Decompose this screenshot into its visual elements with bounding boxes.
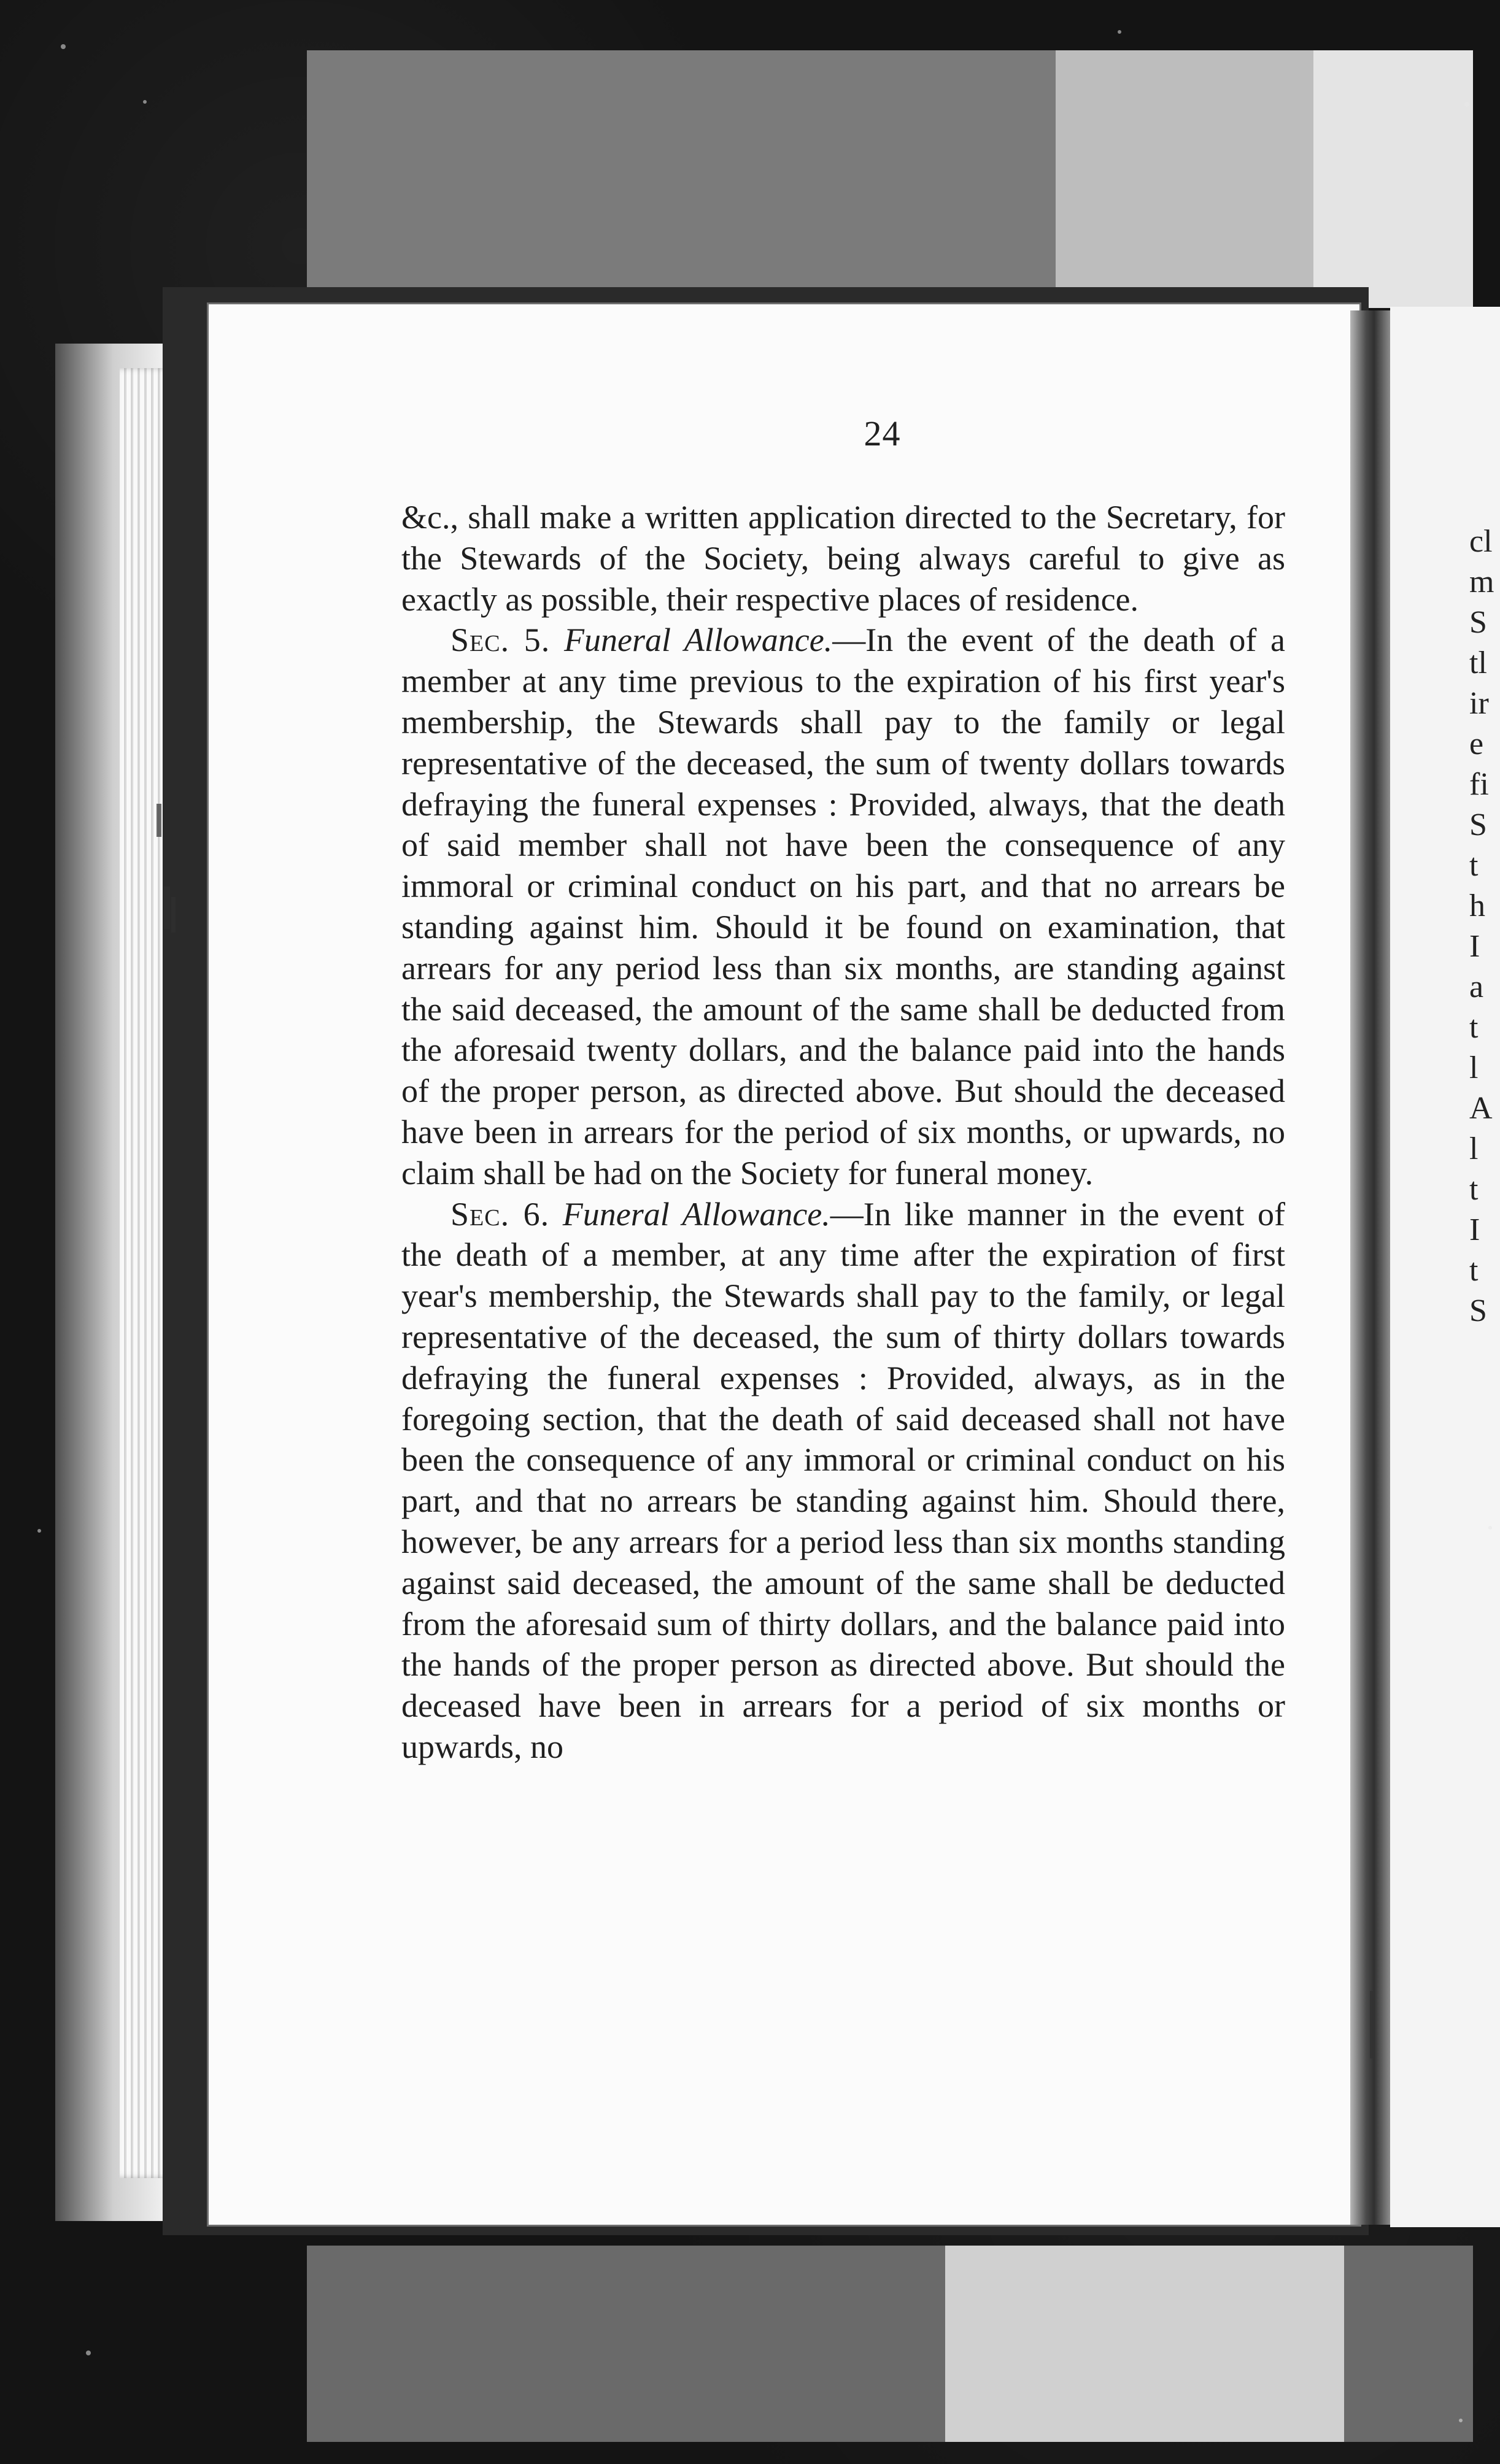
facing-fragment: l (1469, 1050, 1479, 1085)
facing-fragment: ir (1469, 686, 1489, 721)
facing-fragment: cl (1469, 524, 1493, 559)
facing-fragment: I (1469, 1212, 1480, 1247)
facing-fragment: t (1469, 1172, 1479, 1207)
section-number: Sec. 5. (450, 622, 551, 659)
page-body-text (401, 497, 1285, 1768)
book-spine (1350, 310, 1390, 2225)
facing-fragment: tl (1469, 645, 1487, 680)
backing-board-top-far (1313, 50, 1473, 308)
section-number: Sec. 6. (450, 1195, 550, 1233)
backing-board-bottom-light (945, 2246, 1344, 2442)
facing-fragment: S (1469, 605, 1487, 640)
section-heading: Funeral Allowance. (564, 622, 833, 659)
facing-fragment: t (1469, 1010, 1479, 1045)
facing-fragment: t (1469, 848, 1479, 883)
facing-fragment: S (1469, 807, 1487, 842)
facing-page-text-fragments (1469, 522, 1500, 1331)
facing-fragment: m (1469, 564, 1494, 599)
page-number: 24 (864, 414, 901, 453)
facing-fragment: a (1469, 969, 1484, 1004)
section-text: —In like manner in the event of the death of a member, at any time after the expiration of first year's membership, the Stewards shall pay to the family, or legal representative of the deceased, the sum of thirty dollars towards defraying the funeral expenses : Provided, always, as in the foregoing section, that the death of said deceased shall not have been the consequence of any immoral or criminal conduct on his part, and that no arrears be standing against him. Should there, however, be any arrears for a period less than six months standing against said deceased, the amount of the same shall be deducted from the aforesaid sum of thirty dollars, and the balance paid into the hands of the proper person as directed above. But should the deceased have been in arrears for a period of six months or upwards, no (401, 1195, 1285, 1765)
facing-fragment: h (1469, 888, 1485, 923)
paragraph-text: &c., shall make a written application directed to the Secretary, for the Stewards of the Society, being always careful to give as exactly as possible, their respective places of residence. (401, 499, 1285, 618)
section-heading: Funeral Allowance. (562, 1195, 830, 1233)
facing-fragment: t (1469, 1253, 1479, 1288)
facing-fragment: S (1469, 1293, 1487, 1328)
section-6-paragraph (401, 1194, 1285, 1768)
section-text: —In the event of the death of a member at any time previous to the expiration of his first year's membership, the Stewards shall pay to the family or legal representative of the deceased, the sum of twenty dollars towards defraying the funeral expenses : Provided, always, that the death of said member shall not have been the consequence of any immoral or criminal conduct on his part, and that no arrears be standing against him. Should it be found on examination, that arrears for any period less than six months, are standing against the said deceased, the amount of the same shall be deducted from the aforesaid twenty dollars, and the balance paid into the hands of the proper person, as directed above. But should the deceased have been in arrears for the period of six months, or upwards, no claim shall be had on the Society for funeral money. (401, 622, 1286, 1192)
paragraph-continuation (401, 497, 1285, 620)
facing-fragment: I (1469, 929, 1480, 964)
facing-fragment: e (1469, 726, 1484, 761)
facing-fragment: fi (1469, 767, 1489, 802)
backing-board-top (307, 50, 1056, 290)
facing-fragment: l (1469, 1131, 1479, 1166)
facing-fragment: A (1469, 1091, 1493, 1126)
section-5-paragraph (401, 620, 1285, 1193)
